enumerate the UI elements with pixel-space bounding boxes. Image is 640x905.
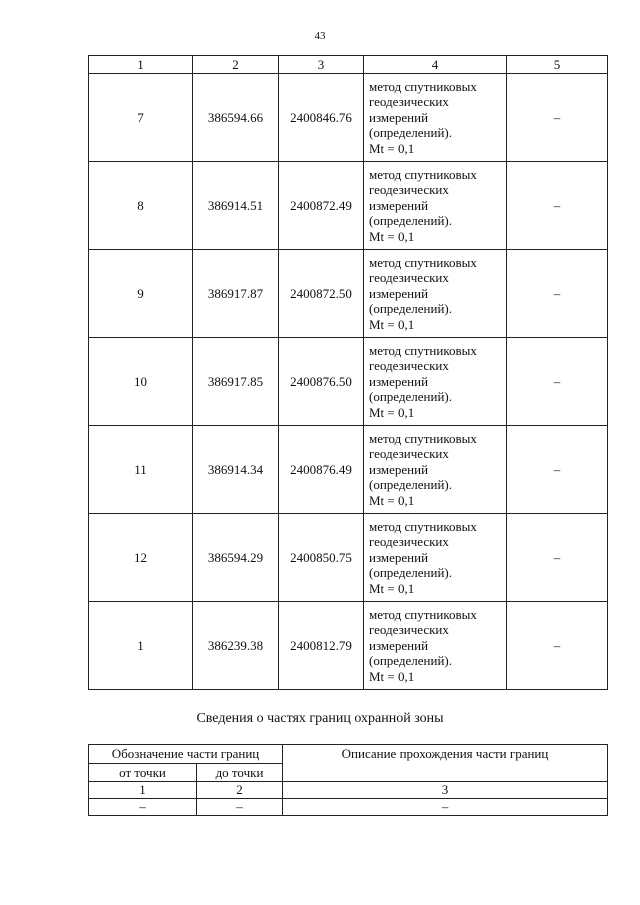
method-cell (364, 426, 507, 514)
method-line: метод спутниковых (369, 254, 477, 270)
table-cell: – (197, 799, 283, 816)
point-number-cell: 7 (89, 74, 193, 162)
header-cell: 2 (197, 782, 283, 799)
method-cell (364, 162, 507, 250)
table-row (89, 162, 608, 250)
method-line: измерений (369, 109, 429, 125)
method-line: (определений). (369, 213, 452, 229)
point-number-cell: 9 (89, 250, 193, 338)
table-row (89, 426, 608, 514)
table-row (89, 338, 608, 426)
method-line: геодезических (369, 358, 449, 374)
method-cell (364, 250, 507, 338)
method-line: (определений). (369, 477, 452, 493)
method-line: Mt = 0,1 (369, 668, 415, 684)
header-cell: 5 (507, 56, 608, 74)
table-number-row (89, 782, 608, 799)
x-coordinate-cell: 386914.51 (193, 162, 279, 250)
header-cell: 4 (364, 56, 507, 74)
method-line: (определений). (369, 301, 452, 317)
coordinates-table (88, 55, 608, 690)
point-number-cell: 8 (89, 162, 193, 250)
x-coordinate-cell: 386594.29 (193, 514, 279, 602)
note-cell: – (507, 338, 608, 426)
y-coordinate-cell: 2400876.49 (279, 426, 364, 514)
method-line: (определений). (369, 565, 452, 581)
point-number-cell: 12 (89, 514, 193, 602)
table-row (89, 250, 608, 338)
table-header-row (89, 745, 608, 764)
header-cell: 3 (283, 782, 608, 799)
x-coordinate-cell: 386594.66 (193, 74, 279, 162)
method-cell (364, 338, 507, 426)
header-cell-description: Описание прохождения части границ (283, 745, 608, 782)
header-cell-from-point: от точки (89, 764, 197, 782)
header-cell-to-point: до точки (197, 764, 283, 782)
header-cell: 2 (193, 56, 279, 74)
x-coordinate-cell: 386239.38 (193, 602, 279, 690)
method-line: метод спутниковых (369, 606, 477, 622)
method-line: Mt = 0,1 (369, 140, 415, 156)
method-line: метод спутниковых (369, 166, 477, 182)
x-coordinate-cell: 386917.87 (193, 250, 279, 338)
header-cell: 1 (89, 782, 197, 799)
table-cell: – (89, 799, 197, 816)
note-cell: – (507, 602, 608, 690)
method-line: измерений (369, 285, 429, 301)
note-cell: – (507, 250, 608, 338)
y-coordinate-cell: 2400872.50 (279, 250, 364, 338)
point-number-cell: 10 (89, 338, 193, 426)
section-title: Сведения о частях границ охранной зоны (196, 711, 444, 726)
table-cell: – (283, 799, 608, 816)
table-row (89, 514, 608, 602)
method-line: измерений (369, 637, 429, 653)
x-coordinate-cell: 386917.85 (193, 338, 279, 426)
method-line: (определений). (369, 653, 452, 669)
method-line: метод спутниковых (369, 518, 477, 534)
y-coordinate-cell: 2400812.79 (279, 602, 364, 690)
method-line: геодезических (369, 270, 449, 286)
method-line: геодезических (369, 182, 449, 198)
method-cell (364, 74, 507, 162)
boundary-parts-table (88, 744, 608, 816)
header-cell: 3 (279, 56, 364, 74)
method-line: Mt = 0,1 (369, 316, 415, 332)
header-cell-part-designation: Обозначение части границ (89, 745, 283, 764)
point-number-cell: 1 (89, 602, 193, 690)
method-line: геодезических (369, 534, 449, 550)
note-cell: – (507, 514, 608, 602)
method-line: геодезических (369, 446, 449, 462)
y-coordinate-cell: 2400850.75 (279, 514, 364, 602)
table-row (89, 602, 608, 690)
note-cell: – (507, 74, 608, 162)
point-number-cell: 11 (89, 426, 193, 514)
method-line: (определений). (369, 125, 452, 141)
note-cell: – (507, 162, 608, 250)
table-row (89, 74, 608, 162)
method-line: Mt = 0,1 (369, 492, 415, 508)
method-line: измерений (369, 373, 429, 389)
method-line: метод спутниковых (369, 430, 477, 446)
method-line: измерений (369, 549, 429, 565)
note-cell: – (507, 426, 608, 514)
x-coordinate-cell: 386914.34 (193, 426, 279, 514)
y-coordinate-cell: 2400872.49 (279, 162, 364, 250)
method-line: измерений (369, 461, 429, 477)
method-line: метод спутниковых (369, 78, 477, 94)
method-line: Mt = 0,1 (369, 580, 415, 596)
method-line: Mt = 0,1 (369, 404, 415, 420)
table-row (89, 799, 608, 816)
page-number: 43 (314, 30, 326, 42)
y-coordinate-cell: 2400876.50 (279, 338, 364, 426)
method-line: геодезических (369, 94, 449, 110)
y-coordinate-cell: 2400846.76 (279, 74, 364, 162)
method-line: Mt = 0,1 (369, 228, 415, 244)
table-header-row (89, 56, 608, 74)
method-cell (364, 514, 507, 602)
method-line: геодезических (369, 622, 449, 638)
header-cell: 1 (89, 56, 193, 74)
method-line: измерений (369, 197, 429, 213)
method-cell (364, 602, 507, 690)
method-line: метод спутниковых (369, 342, 477, 358)
method-line: (определений). (369, 389, 452, 405)
